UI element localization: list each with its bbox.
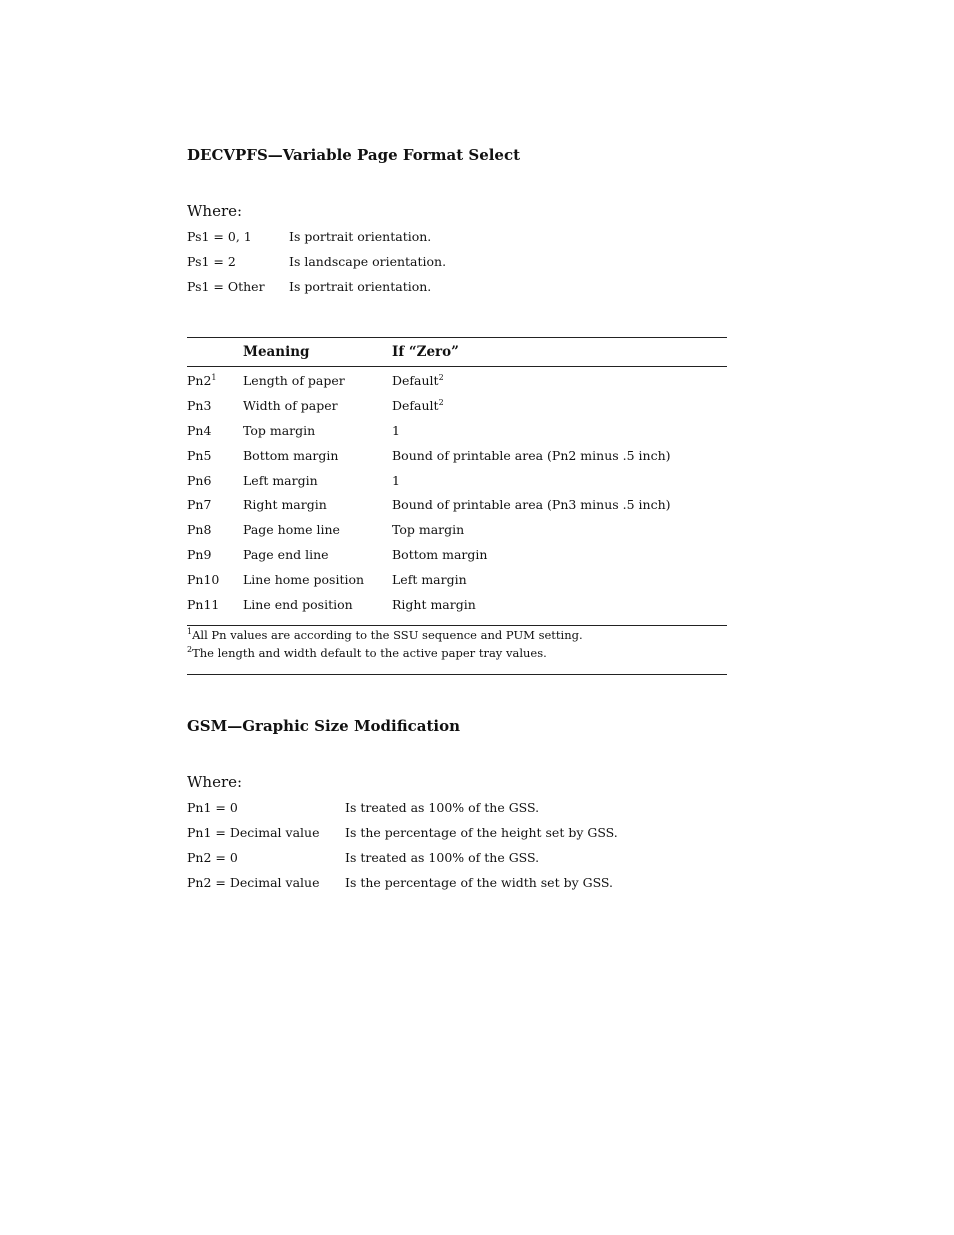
table-footnotes [187,626,727,674]
row-param: Pn5 [187,447,212,463]
param-row [187,229,727,254]
row-meaning: Length of paper [243,373,345,388]
param-description: Is the percentage of the height set by GSS. [345,825,618,840]
header-meaning: Meaning [243,344,310,360]
param-list-gsm [187,800,727,900]
row-param: Pn10 [187,572,220,588]
row-if-zero: Right margin [392,597,476,613]
row-if-zero: Bound of printable area (Pn3 minus .5 inch) [392,497,671,513]
section-title-gsm: GSM—Graphic Size Modification [187,717,461,735]
param-row [187,875,727,900]
param-description: Is treated as 100% of the GSS. [345,800,540,815]
param-description: Is portrait orientation. [289,229,432,244]
row-if-zero: Default$^2$ [392,397,444,413]
table-row [187,423,727,448]
row-meaning: Left margin [243,472,318,488]
row-meaning: Width of paper [243,397,338,413]
row-if-zero: Bottom margin [392,547,488,563]
param-row [187,800,727,825]
row-meaning: Right margin [243,497,327,513]
row-if-zero: Default$^2$ [392,372,444,388]
row-param: Pn7 [187,497,212,513]
param-key: Pn2 = 0 [187,850,238,865]
row-param: Pn3 [187,397,212,413]
table-row [187,373,727,398]
footnote: $^1$All Pn values are according to the SSU sequence and PUM setting. [187,627,583,642]
param-row [187,825,727,850]
param-key: Ps1 = 0, 1 [187,229,252,244]
param-row [187,279,727,304]
param-key: Pn1 = 0 [187,800,238,815]
table-row [187,597,727,622]
header-if-zero: If “Zero” [392,344,459,360]
row-if-zero: Left margin [392,572,467,588]
table-row [187,572,727,597]
footnote-ref: 2 [438,372,444,382]
footnote-bottom-rule [187,674,727,675]
param-list-decvpfs [187,229,727,304]
row-meaning: Page home line [243,522,340,538]
row-param: Pn8 [187,522,212,538]
param-row [187,850,727,875]
footnote-mark: 1 [187,627,193,637]
table-row [187,398,727,423]
param-key: Pn1 = Decimal value [187,825,320,840]
row-if-zero: Bound of printable area (Pn2 minus .5 inch) [392,447,671,463]
table-row [187,497,727,522]
param-description: Is landscape orientation. [289,254,447,269]
row-param: Pn11 [187,597,220,613]
table-row [187,448,727,473]
footnote-mark: 2 [187,645,193,655]
row-meaning: Top margin [243,422,316,438]
row-param: $Pn2^1$ [187,372,217,388]
row-param: Pn9 [187,547,212,563]
row-if-zero: 1 [392,422,400,438]
table-body [187,367,727,625]
param-key: Ps1 = Other [187,279,265,294]
row-meaning: Page end line [243,547,329,563]
param-description: Is the percentage of the width set by GSS. [345,875,614,890]
footnote: $^2$The length and width default to the active paper tray values. [187,645,547,660]
row-param: Pn6 [187,472,212,488]
table-row [187,473,727,498]
row-meaning: Line end position [243,597,353,613]
param-row [187,254,727,279]
row-if-zero: Top margin [392,522,465,538]
table-header [187,338,727,366]
row-param: Pn4 [187,422,212,438]
parameter-table [187,337,727,675]
row-if-zero: 1 [392,472,400,488]
row-meaning: Line home position [243,572,365,588]
table-row [187,522,727,547]
param-description: Is treated as 100% of the GSS. [345,850,540,865]
where-label-decvpfs: Where: [187,202,243,220]
section-title-decvpfs: DECVPFS—Variable Page Format Select [187,146,521,164]
param-key: Ps1 = 2 [187,254,236,269]
table-row [187,547,727,572]
footnote-ref: 1 [211,372,217,382]
row-meaning: Bottom margin [243,447,339,463]
param-description: Is portrait orientation. [289,279,432,294]
param-key: Pn2 = Decimal value [187,875,320,890]
footnote-ref: 2 [438,397,444,407]
where-label-gsm: Where: [187,773,243,791]
